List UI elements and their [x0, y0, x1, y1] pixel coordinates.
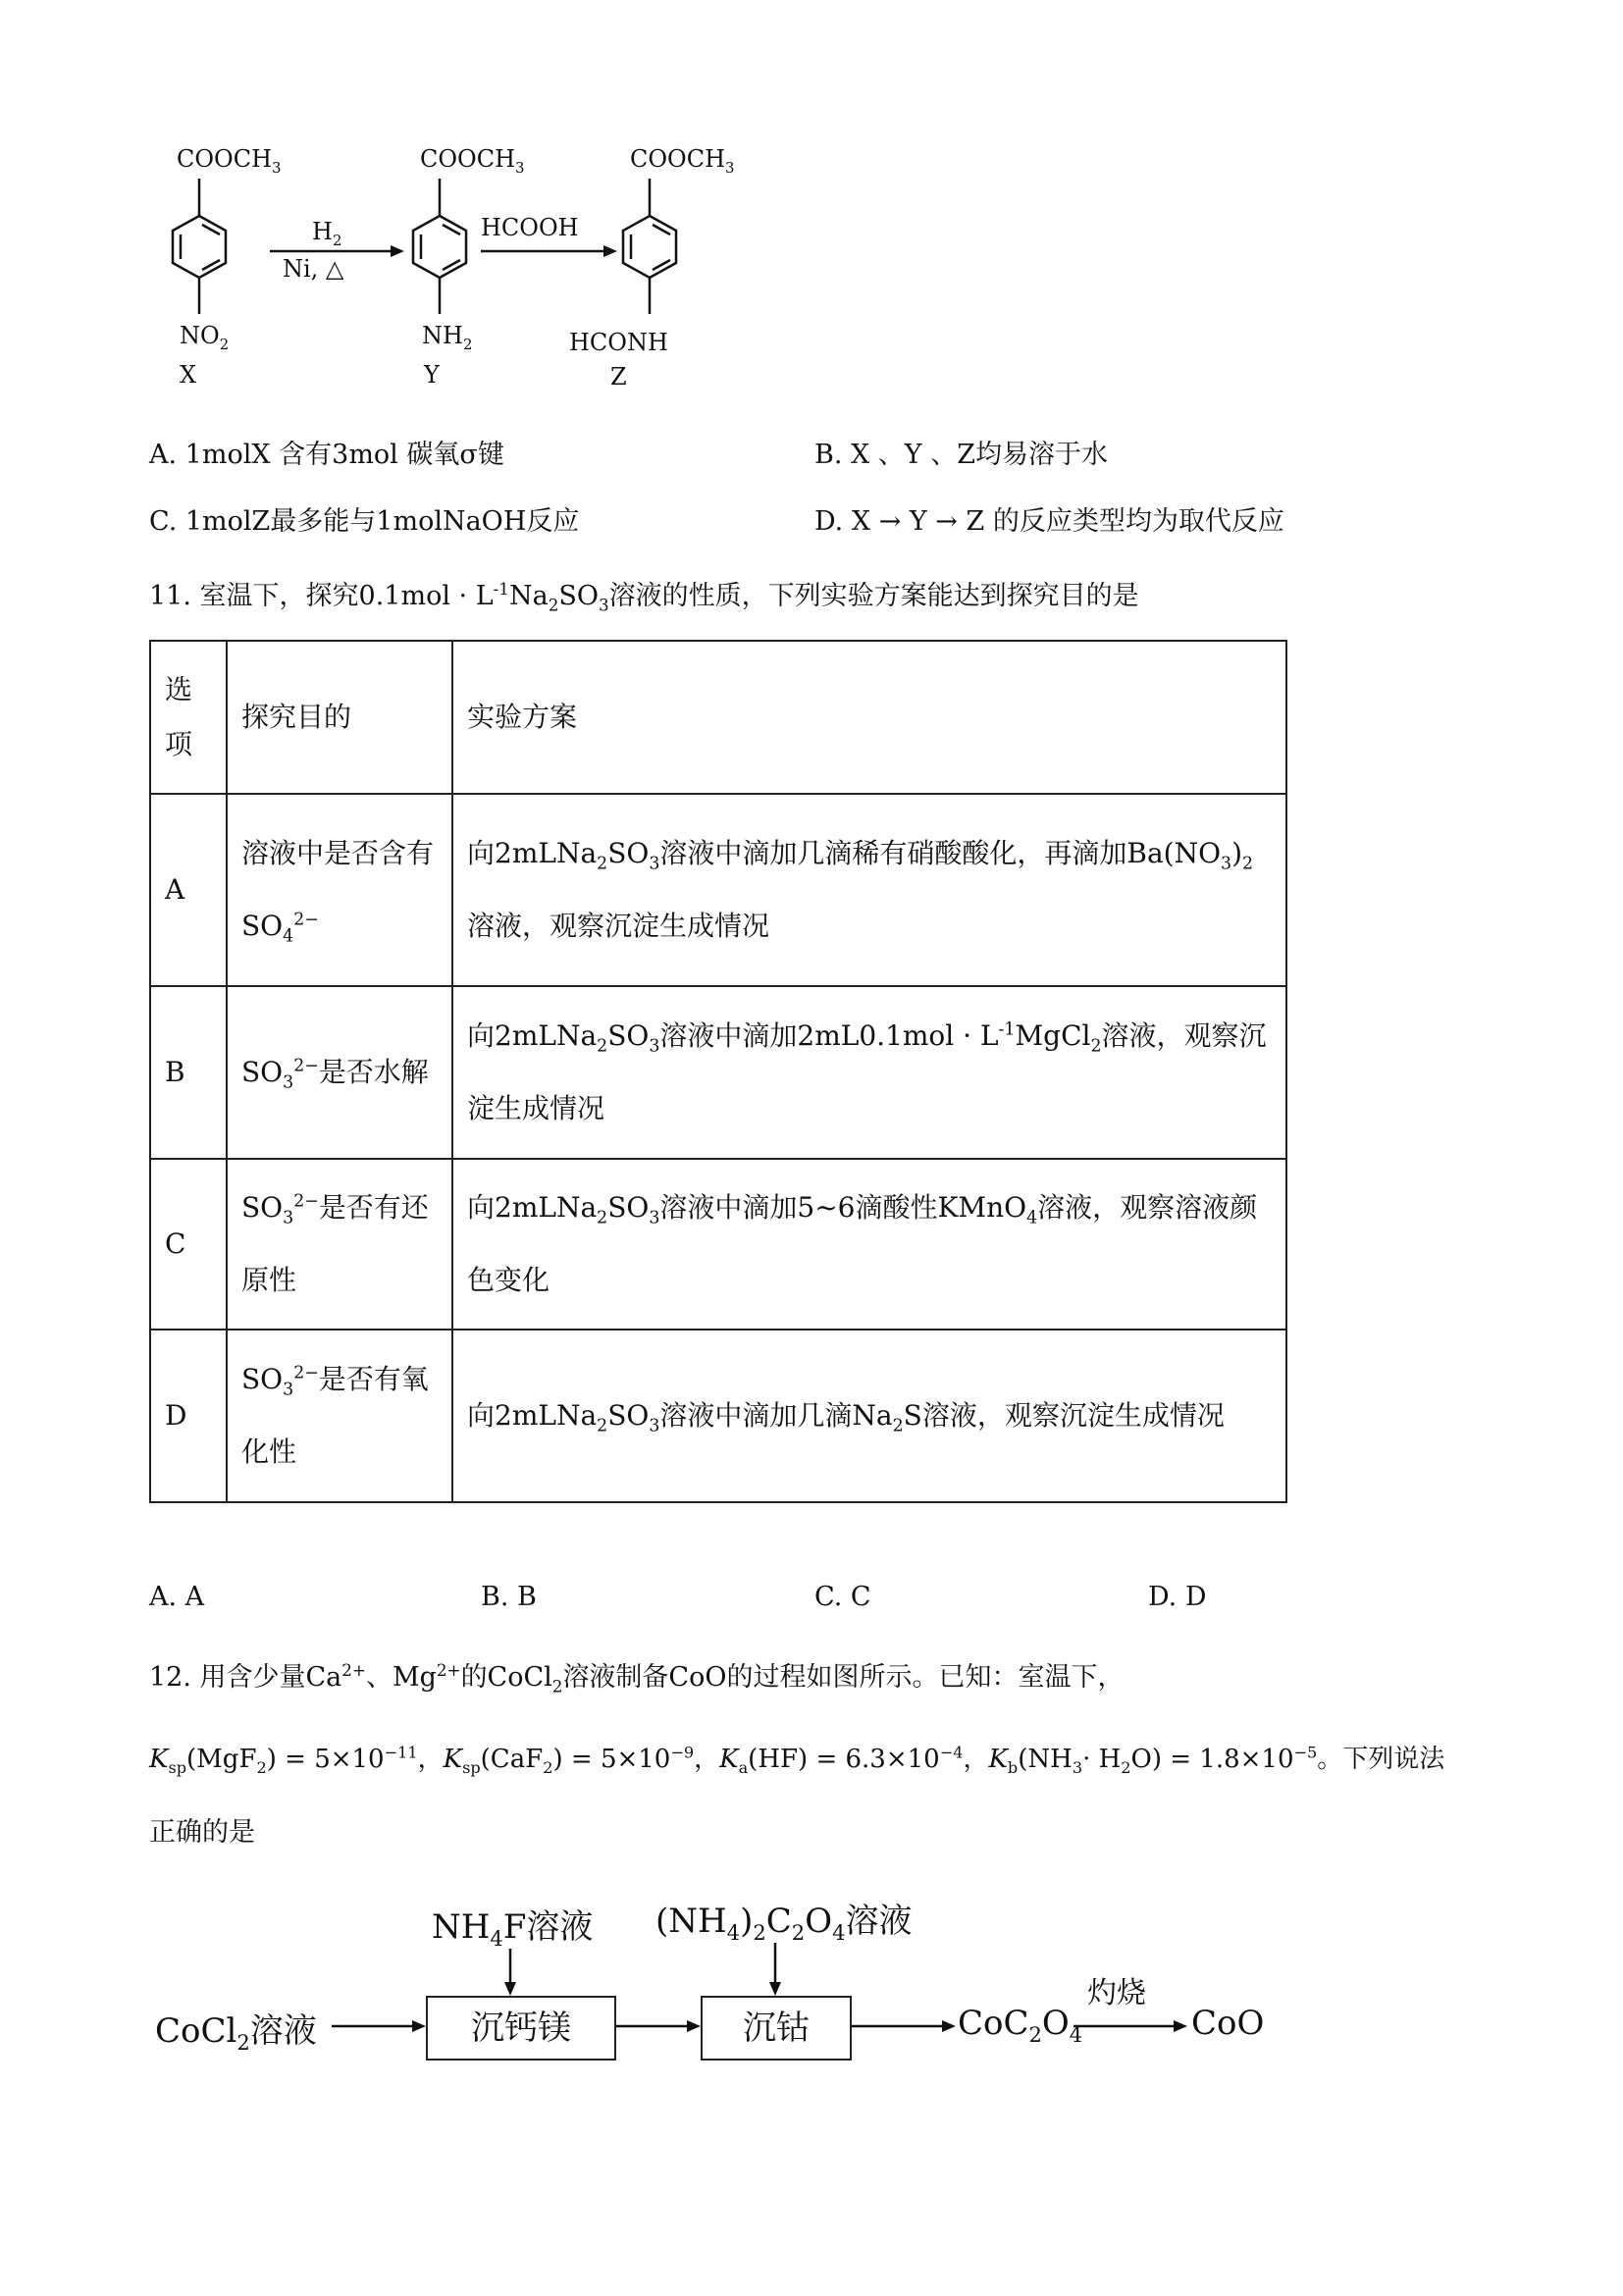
row-c-purpose — [227, 1159, 452, 1330]
row-b-plan-sub2b: 2 — [1090, 1036, 1102, 1057]
q12-line1-d: 溶液制备CoO的过程如图所示。已知：室温下， — [562, 1662, 1125, 1693]
row-b-purpose-a: SO — [241, 1056, 284, 1088]
y-bottom-label: NH — [422, 322, 463, 349]
row-c-purpose-sub: 3 — [283, 1208, 294, 1228]
row-a-plan-sub3b: 3 — [1221, 854, 1232, 874]
ksp2-k: K — [443, 1745, 463, 1774]
ksp2-sub2: 2 — [543, 1758, 553, 1778]
table-header-row — [150, 641, 1286, 794]
row-a-plan-b: SO — [607, 837, 650, 869]
table-row — [150, 794, 1286, 986]
row-c-plan-c: 溶液中滴加5~6滴酸性KMnO — [659, 1191, 1027, 1224]
row-a-purpose-sup: 2− — [293, 910, 319, 930]
table-row — [150, 1330, 1286, 1502]
q10-option-c[interactable]: C. 1molZ最多能与1molNaOH反应 — [149, 506, 580, 537]
ksp2-exp: −9 — [670, 1743, 695, 1762]
row-b-plan-b: SO — [607, 1019, 650, 1052]
row-c-plan-sub3: 3 — [649, 1208, 660, 1228]
row-a-plan-c: 溶液中滴加几滴稀有硝酸酸化，再滴加Ba(NO — [659, 837, 1222, 869]
row-b-plan-e: 溶液，观察沉淀生成情况 — [467, 1019, 1267, 1124]
q11-stem-b: Na — [508, 581, 549, 611]
row-c-plan-b: SO — [607, 1191, 650, 1224]
reaction-scheme — [147, 137, 775, 402]
row-a-plan-d: ) — [1231, 837, 1243, 869]
row-b-purpose-sub: 3 — [283, 1072, 294, 1093]
reagent1-top: H — [312, 218, 333, 245]
reagent1-bottom: Ni, △ — [283, 255, 344, 283]
row-d-purpose-sub: 3 — [283, 1380, 294, 1400]
row-d-plan-b: SO — [607, 1399, 650, 1432]
q12-ca-sup: 2+ — [341, 1660, 366, 1680]
kb-tail: 。下列说法 — [1317, 1745, 1445, 1774]
row-c-purpose-a: SO — [241, 1191, 284, 1224]
ka-sub: a — [738, 1758, 749, 1778]
row-b-plan-sub2: 2 — [597, 1036, 608, 1057]
flow-box-precipitate-ca-mg — [426, 1996, 616, 2061]
ka-val: (HF) = 6.3×10 — [748, 1745, 940, 1774]
row-d-option: D — [150, 1330, 227, 1502]
flow-reagent2-sub4: 4 — [726, 1919, 741, 1945]
flow-reagent2-a: (NH — [655, 1902, 727, 1941]
q12-line1-sub2: 2 — [551, 1676, 563, 1696]
flow-product-b: O — [1041, 2004, 1070, 2043]
z-top-group — [630, 145, 735, 177]
x-bottom-label: NO — [180, 322, 220, 349]
table-row — [150, 986, 1286, 1159]
benzene-ring-x — [173, 179, 226, 314]
q11-stem-sub3: 3 — [598, 595, 609, 615]
row-c-plan-d: 溶液，观察溶液颜色变化 — [467, 1191, 1258, 1296]
y-bottom-group — [422, 322, 473, 353]
q10-option-a[interactable]: A. 1molX 含有3mol 碳氧σ键 — [149, 440, 504, 470]
x-top-sub: 3 — [272, 158, 282, 177]
row-d-purpose — [227, 1330, 452, 1502]
row-b-purpose — [227, 986, 452, 1159]
flow-box-precipitate-co — [701, 1996, 852, 2061]
row-b-plan-sub3: 3 — [649, 1036, 660, 1057]
flow-reagent2-c: C — [765, 1902, 792, 1941]
flow-product — [958, 2004, 1083, 2047]
q11-stem-d: 溶液的性质，下列实验方案能达到探究目的是 — [608, 581, 1139, 611]
q11-answer-a[interactable]: A. A — [149, 1582, 205, 1612]
y-bottom-sub: 2 — [462, 335, 473, 353]
row-a-plan-e: 溶液，观察沉淀生成情况 — [467, 910, 770, 942]
reagent2: HCOOH — [481, 214, 579, 241]
y-top-sub: 3 — [515, 158, 525, 177]
row-c-plan-a: 向2mLNa — [467, 1191, 598, 1224]
flow-reagent1-sub: 4 — [490, 1925, 503, 1951]
row-a-plan-sub2b: 2 — [1242, 854, 1254, 874]
flow-box2-label: 沉钴 — [743, 2009, 810, 2048]
q12-mg-sup: 2+ — [436, 1660, 461, 1680]
q10-option-d[interactable] — [814, 506, 1284, 538]
kb-val3: O) = 1.8×10 — [1130, 1745, 1294, 1774]
ksp1-exp: −11 — [384, 1743, 418, 1762]
row-b-purpose-b: 是否水解 — [318, 1056, 429, 1088]
flow-box1-label: 沉钙镁 — [471, 2009, 571, 2048]
q11-table — [149, 640, 1287, 1503]
row-b-plan-sup: -1 — [998, 1019, 1016, 1040]
kb-k: K — [988, 1745, 1008, 1774]
q12-line1-a: 12. 用含少量Ca — [149, 1662, 342, 1693]
row-b-option: B — [150, 986, 227, 1159]
q11-answer-c[interactable]: C. C — [814, 1582, 871, 1612]
ksp2-sub: sp — [462, 1758, 481, 1778]
row-d-purpose-a: SO — [241, 1363, 284, 1395]
row-d-plan-a: 向2mLNa — [467, 1399, 598, 1432]
flow-reagent2 — [655, 1894, 913, 1945]
flow-reagent2-sub4b: 4 — [832, 1919, 846, 1945]
q11-stem-sub2: 2 — [548, 595, 559, 615]
row-a-plan-a: 向2mLNa — [467, 837, 598, 869]
table-row — [150, 1159, 1286, 1330]
row-d-plan — [452, 1330, 1286, 1502]
header-option: 选项 — [150, 641, 227, 794]
header-purpose: 探究目的 — [227, 641, 452, 794]
kb-val: (NH — [1018, 1745, 1073, 1774]
x-bottom-group — [180, 322, 230, 353]
z-top-label: COOCH — [630, 145, 726, 173]
row-d-purpose-b: 是否有氧化性 — [241, 1363, 429, 1468]
flow-start — [155, 2004, 317, 2055]
row-d-plan-sub3: 3 — [649, 1416, 660, 1436]
ksp2-val2: ) = 5×10 — [552, 1745, 671, 1774]
row-b-plan-a: 向2mLNa — [467, 1019, 598, 1052]
flow-final: CoO — [1191, 2004, 1265, 2043]
flow-reagent2-b: ) — [740, 1902, 754, 1941]
reagent1-top-sub: 2 — [332, 231, 342, 249]
flow-arrow-label: 灼烧 — [1087, 1976, 1146, 2010]
z-compound-label: Z — [610, 363, 627, 391]
kb-sub2: 2 — [1121, 1758, 1131, 1778]
flow-reagent2-e: 溶液 — [845, 1902, 913, 1941]
header-plan: 实验方案 — [452, 641, 1286, 794]
q11-answer-b[interactable]: B. B — [481, 1582, 537, 1612]
ka-exp: −4 — [939, 1743, 964, 1762]
row-b-purpose-sup: 2− — [293, 1056, 319, 1076]
q10-option-b[interactable]: B. X 、Y 、Z均易溶于水 — [814, 440, 1108, 470]
row-a-purpose-sub: 4 — [283, 926, 294, 947]
row-c-plan-sub4: 4 — [1026, 1208, 1038, 1228]
q12-line1-c: 的CoCl — [460, 1662, 552, 1693]
z-top-sub: 3 — [725, 158, 735, 177]
x-top-group — [177, 145, 282, 177]
row-a-purpose-a: 溶液中是否含有SO — [241, 837, 435, 942]
ka-k: K — [719, 1745, 739, 1774]
x-compound-label: X — [180, 361, 197, 389]
row-a-plan — [452, 794, 1286, 986]
row-a-purpose — [227, 794, 452, 986]
q11-stem-c: SO — [558, 581, 599, 611]
flow-start-a: CoCl — [155, 2011, 237, 2051]
q12-line1 — [149, 1662, 1125, 1694]
flow-reagent2-d: O — [805, 1902, 833, 1941]
q12-line3: 正确的是 — [149, 1817, 255, 1848]
q11-stem-a: 11. 室温下，探究0.1mol · L — [149, 581, 494, 611]
flow-start-tail: 溶液 — [249, 2011, 317, 2051]
row-c-plan — [452, 1159, 1286, 1330]
benzene-ring-y — [413, 179, 466, 314]
kb-sub3: 3 — [1072, 1758, 1083, 1778]
benzene-ring-z — [623, 179, 676, 314]
ksp2-val: (CaF — [480, 1745, 544, 1774]
row-d-plan-sub2: 2 — [597, 1416, 608, 1436]
q11-stem-sup: -1 — [493, 579, 509, 599]
flow-reagent1-tail: F溶液 — [502, 1907, 594, 1947]
row-a-option: A — [150, 794, 227, 986]
q11-answer-d[interactable]: D. D — [1148, 1582, 1207, 1612]
x-bottom-sub: 2 — [219, 335, 230, 353]
ksp1-val2: ) = 5×10 — [266, 1745, 385, 1774]
y-top-label: COOCH — [420, 145, 516, 173]
flow-product-sub2: 2 — [1028, 2021, 1042, 2047]
flow-reagent2-sub2b: 2 — [791, 1919, 806, 1945]
row-d-plan-c: 溶液中滴加几滴Na — [659, 1399, 893, 1432]
ksp1-sub: sp — [168, 1758, 187, 1778]
flow-product-a: CoC — [958, 2004, 1029, 2043]
row-a-plan-sub2: 2 — [597, 854, 608, 874]
ksp1-k: K — [149, 1745, 169, 1774]
z-bottom-label: HCONH — [569, 329, 668, 356]
row-c-purpose-b: 是否有还原性 — [241, 1191, 429, 1296]
row-d-purpose-sup: 2− — [293, 1363, 319, 1383]
flow-reagent1-a: NH — [432, 1907, 491, 1947]
reagent1-top-group — [312, 218, 342, 249]
q10-option-d-prefix: D. X → Y → Z — [814, 506, 985, 537]
q11-stem — [149, 579, 1139, 615]
y-compound-label: Y — [424, 361, 440, 389]
y-top-group — [420, 145, 525, 177]
row-b-plan-c: 溶液中滴加2mL0.1mol · L — [659, 1019, 999, 1052]
kb-exp: −5 — [1293, 1743, 1318, 1762]
kb-val2: · H — [1082, 1745, 1122, 1774]
row-a-plan-sub3: 3 — [649, 854, 660, 874]
row-b-plan-d: MgCl — [1015, 1019, 1091, 1052]
ksp1-sub2: 2 — [256, 1758, 267, 1778]
flow-reagent2-sub2: 2 — [753, 1919, 766, 1945]
flow-reagent1 — [432, 1900, 594, 1951]
row-c-option: C — [150, 1159, 227, 1330]
flow-product-sub4: 4 — [1069, 2021, 1083, 2047]
flow-start-sub: 2 — [236, 2029, 250, 2055]
row-d-plan-d: S溶液，观察沉淀生成情况 — [903, 1399, 1225, 1432]
row-b-plan — [452, 986, 1286, 1159]
reaction-arrow-2 — [481, 245, 617, 257]
ksp1-val: (MgF — [186, 1745, 257, 1774]
x-top-label: COOCH — [177, 145, 273, 173]
row-c-plan-sub2: 2 — [597, 1208, 608, 1228]
q12-line1-b: 、Mg — [365, 1662, 437, 1693]
kb-sub: b — [1007, 1758, 1019, 1778]
row-d-plan-sub2b: 2 — [892, 1416, 904, 1436]
q10-option-d-suffix: 的反应类型均为取代反应 — [992, 506, 1284, 537]
q12-line2: $K_{sp}(MgF_2) = 5\times 10^{-11}$，$K_{sp}(CaF_2) = 5\times 10^{-9}$，$K_a(HF) = 6.3\times 10^{-4}$，$K_b(NH_3\cdot H_2O) = 1.8\times 10^{-5}$。下列说法 — [149, 1743, 1445, 1778]
row-c-purpose-sup: 2− — [293, 1191, 319, 1212]
